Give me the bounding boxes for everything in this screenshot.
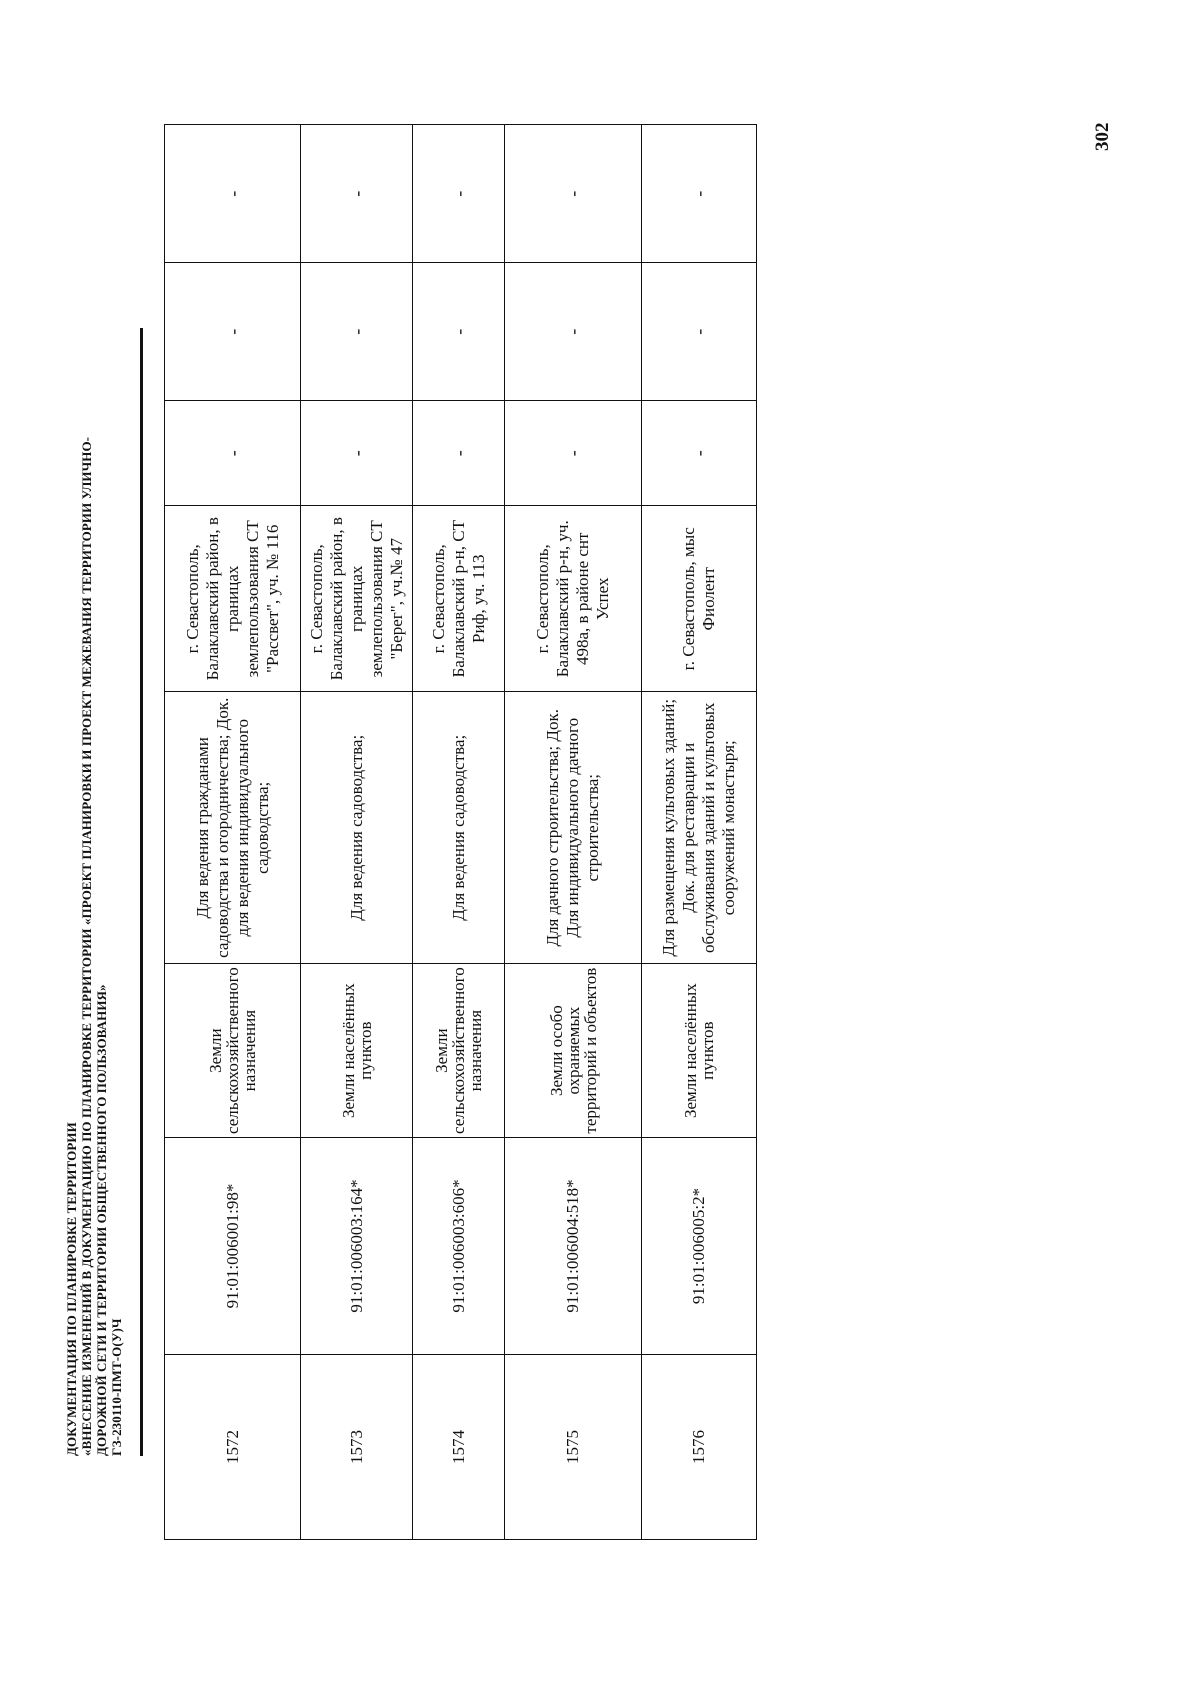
cadastral-number-cell: 91:01:006003:606* — [413, 1138, 505, 1355]
header-divider — [140, 328, 143, 1456]
address-cell: г. Севастополь, Балаклавский район, в границах землепользования СТ "Берег", уч.№ 47 — [301, 506, 413, 692]
row-number-cell: 1575 — [505, 1355, 642, 1540]
empty-value-cell: - — [642, 263, 757, 401]
row-number-cell: 1572 — [165, 1355, 301, 1540]
land-category-cell: Земли населённых пунктов — [301, 964, 413, 1138]
empty-value-cell: - — [413, 263, 505, 401]
row-number-cell: 1576 — [642, 1355, 757, 1540]
empty-value-cell: - — [413, 401, 505, 506]
row-number-cell: 1574 — [413, 1355, 505, 1540]
empty-value-cell: - — [301, 401, 413, 506]
cadastral-number-cell: 91:01:006004:518* — [505, 1138, 642, 1355]
empty-value-cell: - — [642, 401, 757, 506]
land-category-cell: Земли сельскохозяйственного назначения — [413, 964, 505, 1138]
table-row — [642, 125, 757, 1540]
cadastral-number-cell: 91:01:006003:164* — [301, 1138, 413, 1355]
permitted-use-cell: Для ведения садоводства; — [301, 692, 413, 964]
permitted-use-cell: Для дачного строительства; Док. Для индивидуального дачного строительства; — [505, 692, 642, 964]
empty-value-cell: - — [505, 263, 642, 401]
page-number: 302 — [1092, 122, 1113, 151]
cadastral-number-cell: 91:01:006001:98* — [165, 1138, 301, 1355]
empty-value-cell: - — [165, 125, 301, 263]
header-line-2: «ВНЕСЕНИЕ ИЗМЕНЕНИЙ В ДОКУМЕНТАЦИЮ ПО ПЛАНИРОВКЕ ТЕРРИТОРИИ «ПРОЕКТ ПЛАНИРОВКИ И ПРОЕКТ МЕЖЕВАНИЯ ТЕРРИТОРИИ УЛИЧНО- — [79, 436, 94, 1456]
empty-value-cell: - — [165, 263, 301, 401]
empty-value-cell: - — [301, 125, 413, 263]
table-row — [165, 125, 301, 1540]
address-cell: г. Севастополь, мыс Фиолент — [642, 506, 757, 692]
permitted-use-cell: Для размещения культовых зданий; Док. для реставрации и обслуживания зданий и культовых сооружений монастыря; — [642, 692, 757, 964]
permitted-use-cell: Для ведения садоводства; — [413, 692, 505, 964]
address-cell: г. Севастополь, Балаклавский р-н, уч. 498а, в районе снт Успех — [505, 506, 642, 692]
header-line-4: ГЗ-230110-ПМТ-О(У)Ч — [109, 1318, 124, 1456]
empty-value-cell: - — [642, 125, 757, 263]
empty-value-cell: - — [165, 401, 301, 506]
address-cell: г. Севастополь, Балаклавский р-н, СТ Риф, уч. 113 — [413, 506, 505, 692]
land-category-cell: Земли особо охраняемых территорий и объектов — [505, 964, 642, 1138]
address-cell: г. Севастополь, Балаклавский район, в границах землепользования СТ "Рассвет", уч. № 116 — [165, 506, 301, 692]
header-line-3: ДОРОЖНОЙ СЕТИ И ТЕРРИТОРИИ ОБЩЕСТВЕННОГО ПОЛЬЗОВАНИЯ» — [94, 984, 109, 1456]
table-row — [413, 125, 505, 1540]
empty-value-cell: - — [505, 125, 642, 263]
empty-value-cell: - — [301, 263, 413, 401]
header-line-1: ДОКУМЕНТАЦИЯ ПО ПЛАНИРОВКЕ ТЕРРИТОРИИ — [64, 1122, 79, 1456]
land-category-cell: Земли сельскохозяйственного назначения — [165, 964, 301, 1138]
document-header — [64, 156, 124, 1456]
empty-value-cell: - — [505, 401, 642, 506]
row-number-cell: 1573 — [301, 1355, 413, 1540]
table-row — [505, 125, 642, 1540]
cadastral-number-cell: 91:01:006005:2* — [642, 1138, 757, 1355]
land-plots-table — [164, 124, 757, 1540]
empty-value-cell: - — [413, 125, 505, 263]
table-row — [301, 125, 413, 1540]
permitted-use-cell: Для ведения гражданами садоводства и огородничества; Док. для ведения индивидуального садоводства; — [165, 692, 301, 964]
land-category-cell: Земли населённых пунктов — [642, 964, 757, 1138]
